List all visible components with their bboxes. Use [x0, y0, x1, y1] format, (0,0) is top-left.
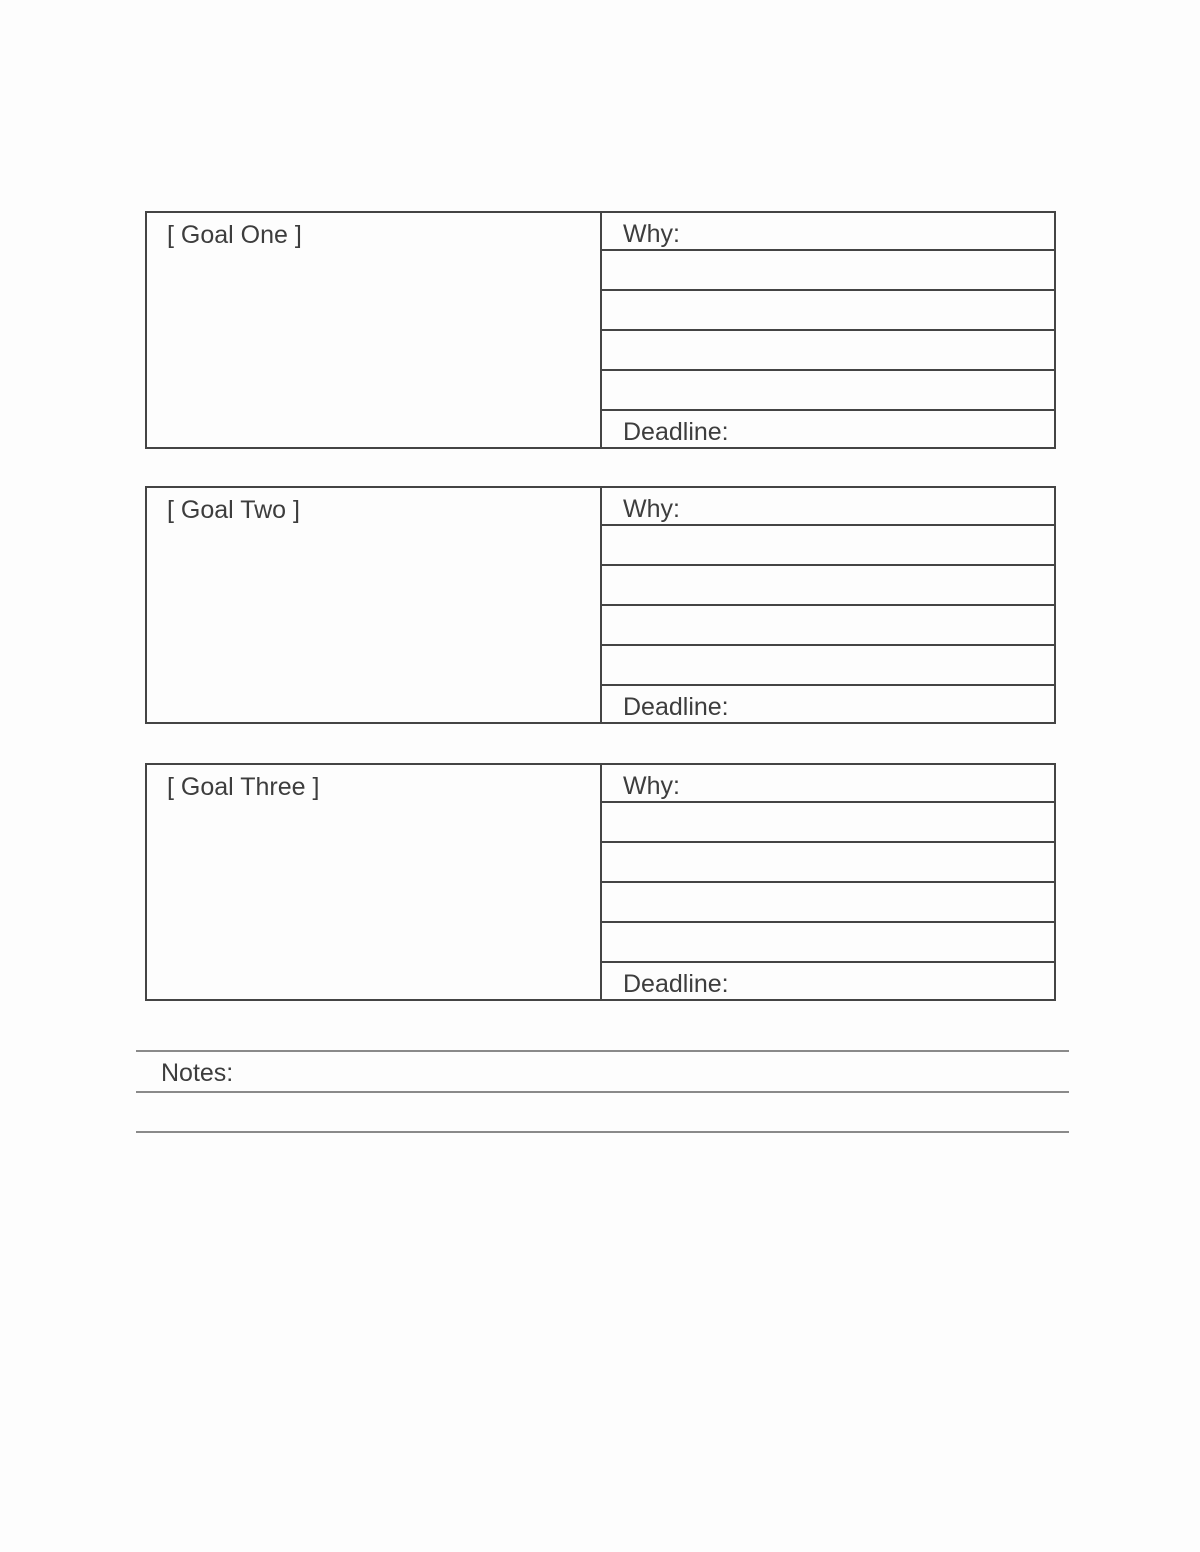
deadline-label: Deadline: [623, 693, 729, 721]
goal-box-2 [145, 486, 1056, 724]
why-line[interactable] [602, 251, 1054, 291]
goal-details [602, 765, 1054, 999]
why-line[interactable] [602, 331, 1054, 371]
why-line[interactable] [602, 843, 1054, 883]
why-line[interactable] [602, 606, 1054, 646]
why-row[interactable] [602, 213, 1054, 251]
goal-title: [ Goal Two ] [167, 496, 300, 524]
notes-line[interactable] [136, 1091, 1069, 1093]
goal-box-3 [145, 763, 1056, 1001]
notes-label: Notes: [161, 1059, 234, 1087]
deadline-row[interactable] [602, 963, 1054, 999]
why-line[interactable] [602, 923, 1054, 963]
why-row[interactable] [602, 488, 1054, 526]
why-line[interactable] [602, 803, 1054, 843]
why-line[interactable] [602, 883, 1054, 923]
goal-title: [ Goal One ] [167, 221, 302, 249]
notes-line[interactable] [136, 1131, 1069, 1133]
goal-title: [ Goal Three ] [167, 773, 320, 801]
why-line[interactable] [602, 566, 1054, 606]
goal-title-cell[interactable] [147, 488, 602, 722]
deadline-label: Deadline: [623, 970, 729, 998]
why-label: Why: [623, 772, 680, 800]
why-line[interactable] [602, 526, 1054, 566]
deadline-row[interactable] [602, 686, 1054, 722]
why-line[interactable] [602, 291, 1054, 331]
why-line[interactable] [602, 371, 1054, 411]
goal-details [602, 488, 1054, 722]
why-label: Why: [623, 220, 680, 248]
goal-title-cell[interactable] [147, 765, 602, 999]
deadline-row[interactable] [602, 411, 1054, 447]
goal-title-cell[interactable] [147, 213, 602, 447]
goal-details [602, 213, 1054, 447]
deadline-label: Deadline: [623, 418, 729, 446]
goal-box-1 [145, 211, 1056, 449]
why-label: Why: [623, 495, 680, 523]
why-line[interactable] [602, 646, 1054, 686]
why-row[interactable] [602, 765, 1054, 803]
notes-top-divider [136, 1050, 1069, 1052]
